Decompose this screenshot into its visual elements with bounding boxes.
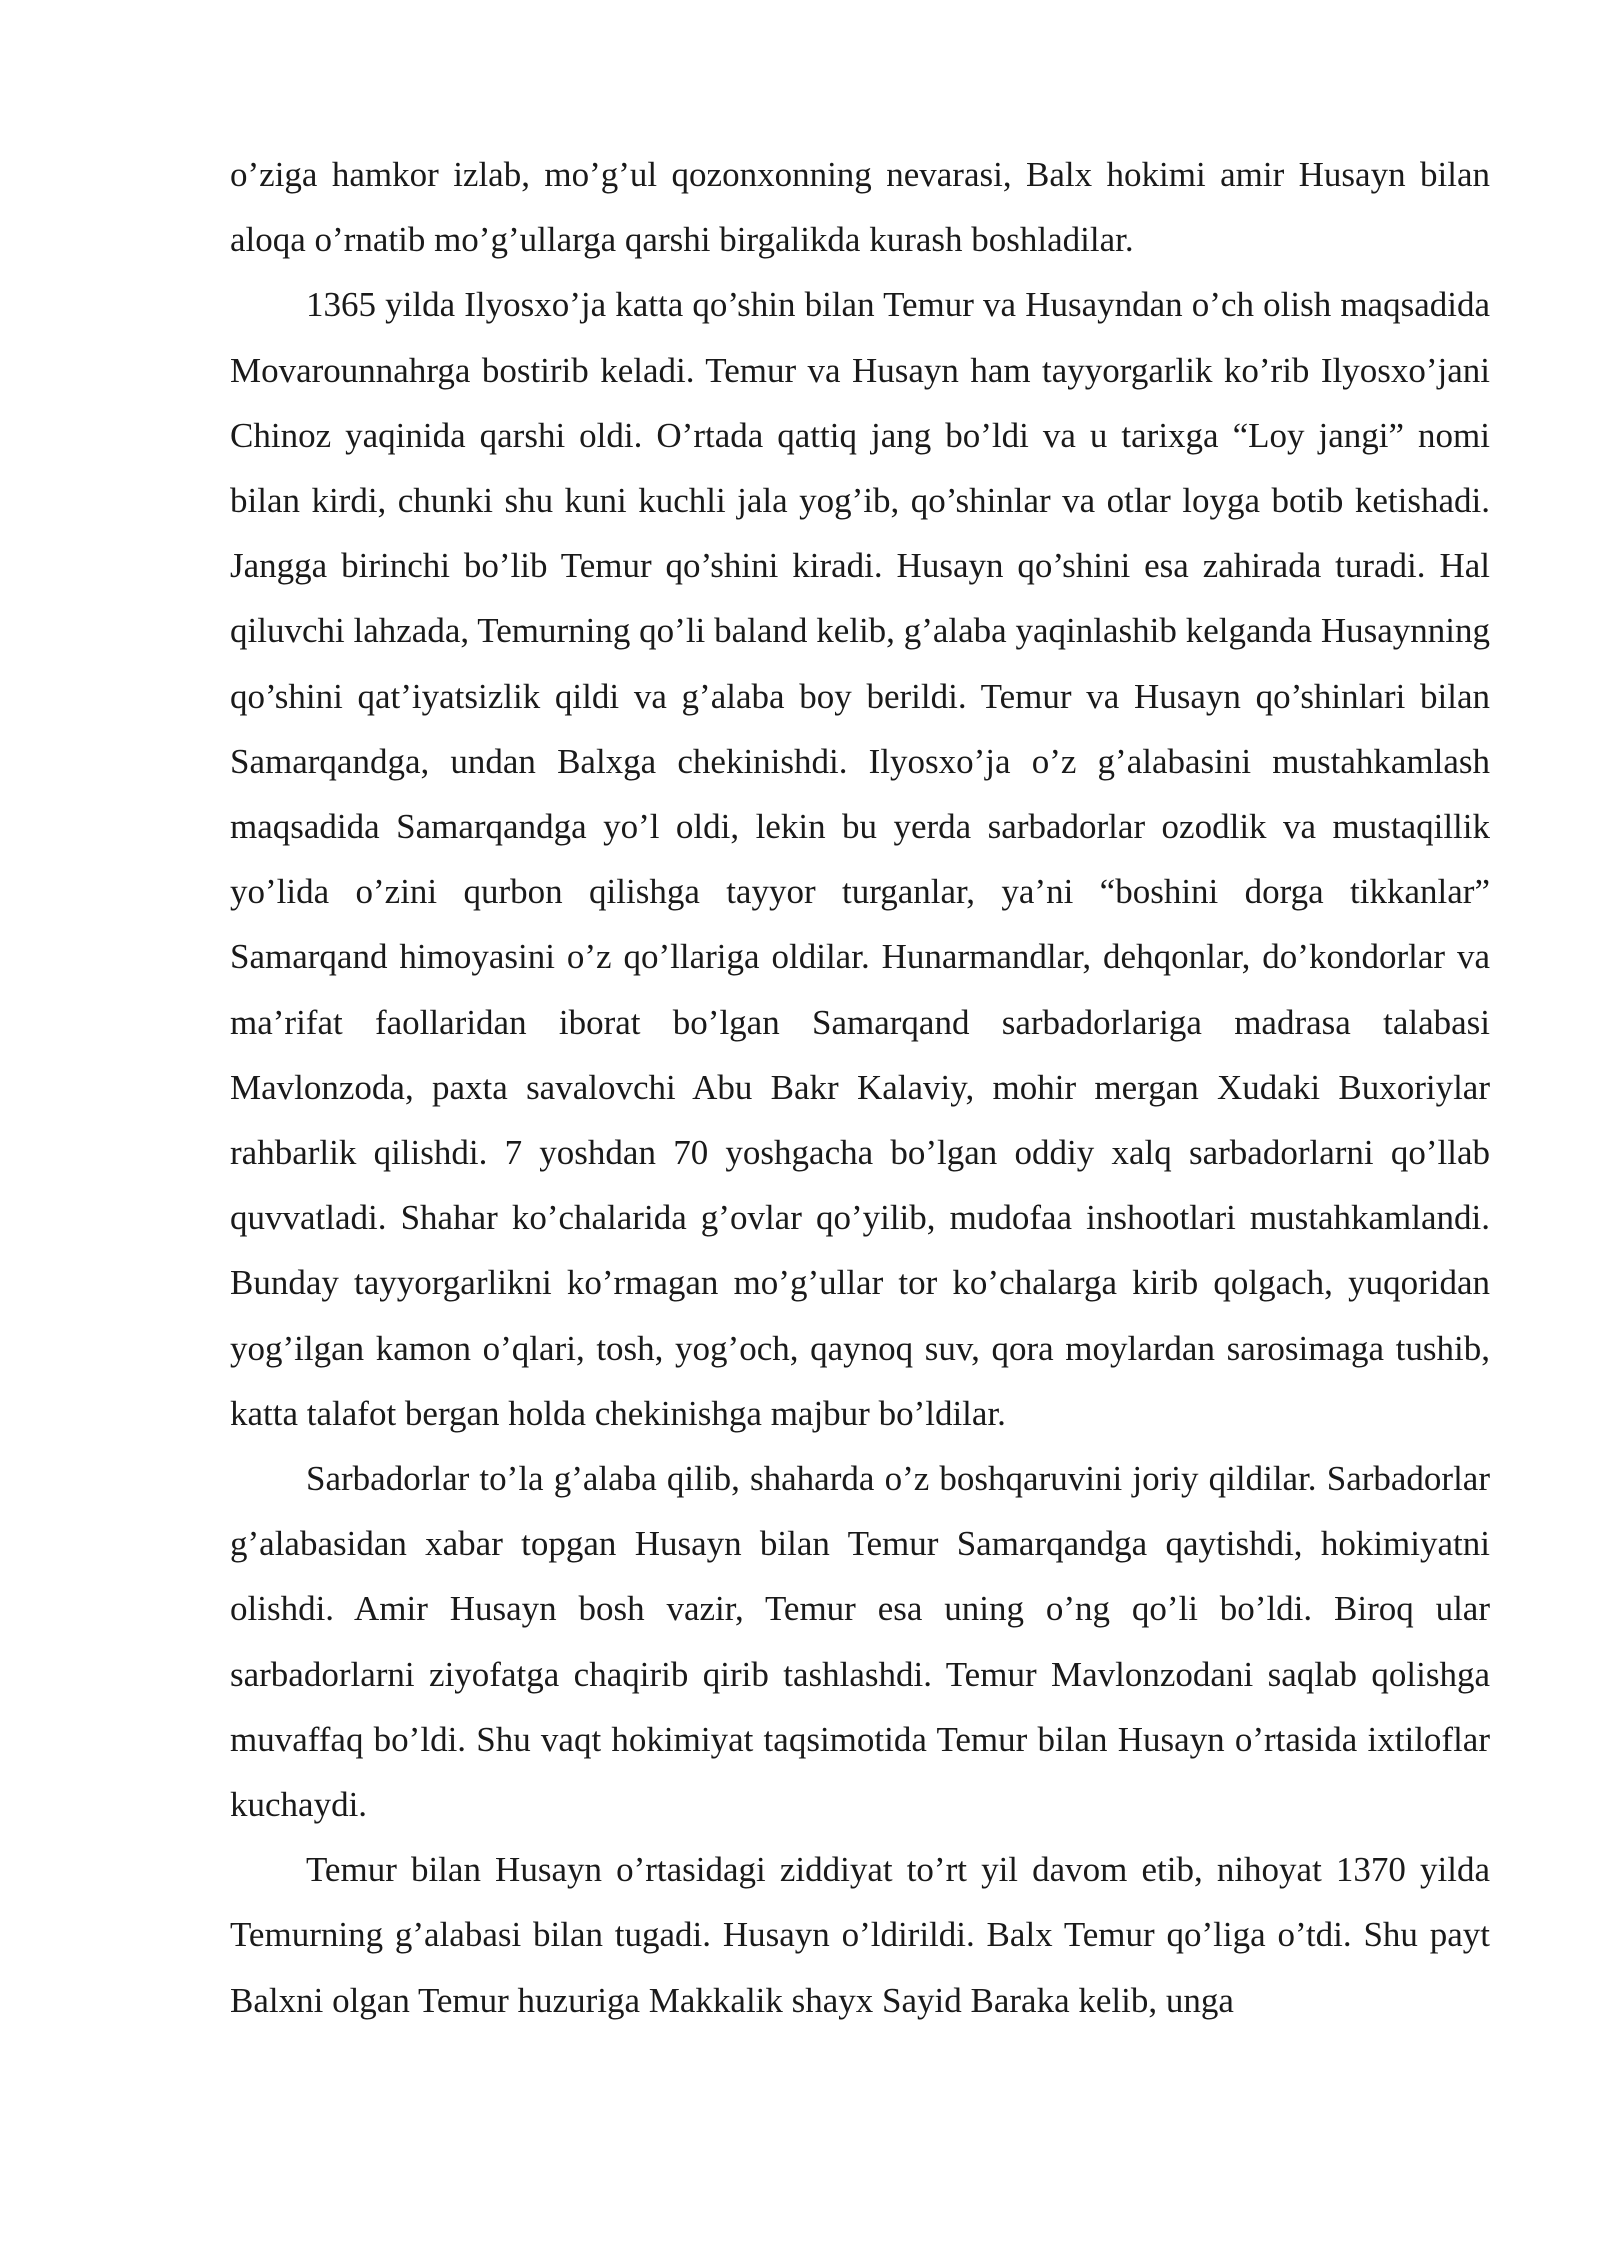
paragraph-loy-jangi: 1365 yilda Ilyosxo’ja katta qo’shin bilan Temur va Husayndan o’ch olish maqsadida Movarounnahrga bostirib keladi. Temur va Husayn ham tayyorgarlik ko’rib Ilyosxo’jani Chinoz yaqinida qarshi oldi. O’rtada qattiq jang bo’ldi va u tarixga “Loy jangi” nomi bilan kirdi, chunki shu kuni kuchli jala yog’ib, qo’shinlar va otlar loyga botib ketishadi. Jangga birinchi bo’lib Temur qo’shini kiradi. Husayn qo’shini esa zahirada turadi. Hal qiluvchi lahzada, Temurning qo’li baland kelib, g’alaba yaqinlashib kelganda Husaynning qo’shini qat’iyatsizlik qildi va g’alaba boy berildi. Temur va Husayn qo’shinlari bilan Samarqandga, undan Balxga chekinishdi. Ilyosxo’ja o’z g’alabasini mustahkamlash maqsadida Samarqandga yo’l oldi, lekin bu yerda sarbadorlar ozodlik va mustaqillik yo’lida o’zini qurbon qilishga tayyor turganlar, ya’ni “boshini dorga tikkanlar” Samarqand himoyasini o’z qo’llariga oldilar. Hunarmandlar, dehqonlar, do’kondorlar va ma’rifat faollaridan iborat bo’lgan Samarqand sarbadorlariga madrasa talabasi Mavlonzoda, paxta savalovchi Abu Bakr Kalaviy, mohir mergan Xudaki Buxoriylar rahbarlik qilishdi. 7 yoshdan 70 yoshgacha bo’lgan oddiy xalq sarbadorlarni qo’llab quvvatladi. Shahar ko’chalarida g’ovlar qo’yilib, mudofaa inshootlari mustahkamlandi. Bunday tayyorgarlikni ko’rmagan mo’g’ullar tor ko’chalarga kirib qolgach, yuqoridan yog’ilgan kamon o’qlari, tosh, yog’och, qaynoq suv, qora moylardan sarosimaga tushib, katta talafot bergan holda chekinishga majbur bo’ldilar. xyxy=(230,285,1490,1433)
document-body xyxy=(230,142,1490,2033)
paragraph-sarbadorlar-victory: Sarbadorlar to’la g’alaba qilib, shaharda o’z boshqaruvini joriy qildilar. Sarbadorlar g’alabasidan xabar topgan Husayn bilan Temur Samarqandga qaytishdi, hokimiyatni olishdi. Amir Husayn bosh vazir, Temur esa uning o’ng qo’li bo’ldi. Biroq ular sarbadorlarni ziyofatga chaqirib qirib tashlashdi. Temur Mavlonzodani saqlab qolishga muvaffaq bo’ldi. Shu vaqt hokimiyat taqsimotida Temur bilan Husayn o’rtasida ixtiloflar kuchaydi. xyxy=(230,1459,1490,1825)
paragraph-temur-husayn-conflict: Temur bilan Husayn o’rtasidagi ziddiyat to’rt yil davom etib, nihoyat 1370 yilda Temurning g’alabasi bilan tugadi. Husayn o’ldirildi. Balx Temur qo’liga o’tdi. Shu payt Balxni olgan Temur huzuriga Makkalik shayx Sayid Baraka kelib, unga xyxy=(230,1850,1490,2020)
paragraph-continued: o’ziga hamkor izlab, mo’g’ul qozonxonning nevarasi, Balx hokimi amir Husayn bilan aloqa o’rnatib mo’g’ullarga qarshi birgalikda kurash boshladilar. xyxy=(230,155,1490,260)
